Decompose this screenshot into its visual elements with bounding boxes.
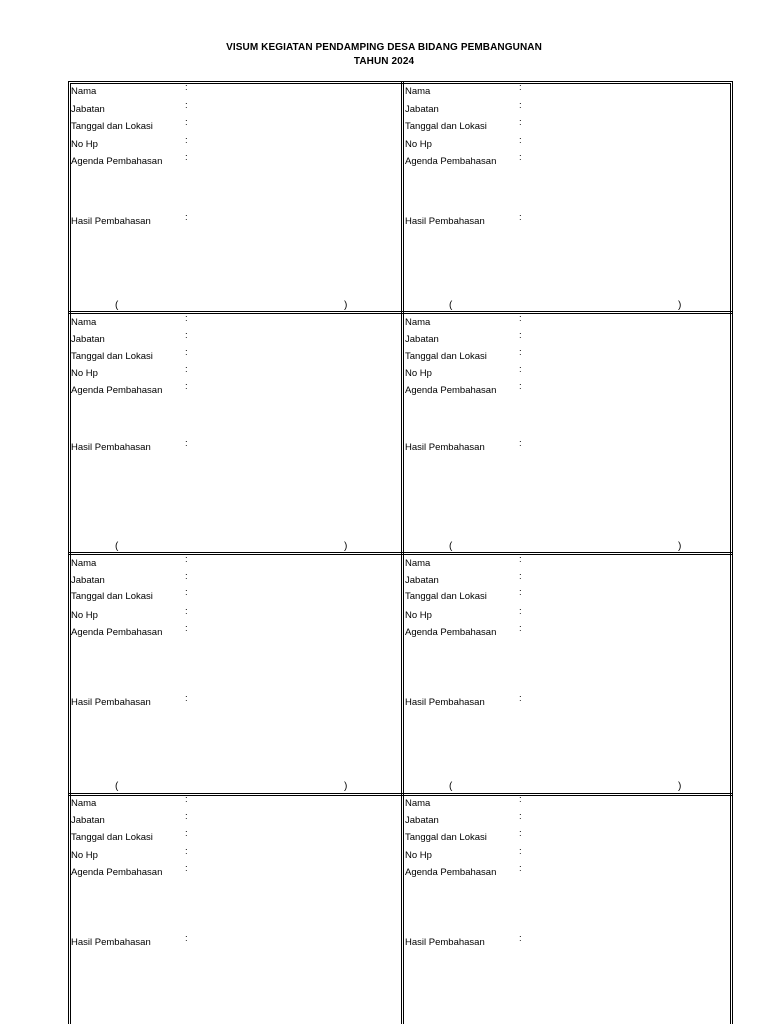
field-label-no-hp: No Hp xyxy=(71,368,98,379)
field-colon: : xyxy=(185,623,188,634)
field-colon: : xyxy=(519,117,522,128)
field-label-hasil: Hasil Pembahasan xyxy=(405,697,485,708)
field-label-jabatan: Jabatan xyxy=(71,104,105,115)
field-label-nama: Nama xyxy=(405,317,431,328)
field-colon: : xyxy=(519,828,522,839)
field-colon: : xyxy=(519,152,522,163)
field-colon: : xyxy=(185,381,188,392)
field-label-no-hp: No Hp xyxy=(405,139,432,150)
field-label-agenda: Agenda Pembahasan xyxy=(71,627,163,638)
field-colon: : xyxy=(519,212,522,223)
signature-close-paren: ) xyxy=(344,541,348,552)
field-label-no-hp: No Hp xyxy=(71,139,98,150)
signature-open-paren: ( xyxy=(115,781,119,792)
field-colon: : xyxy=(185,606,188,617)
field-label-nama: Nama xyxy=(405,558,431,569)
field-label-agenda: Agenda Pembahasan xyxy=(71,385,163,396)
field-label-nama: Nama xyxy=(405,798,431,809)
field-colon: : xyxy=(185,330,188,341)
field-colon: : xyxy=(185,100,188,111)
signature-open-paren: ( xyxy=(449,300,453,311)
field-colon: : xyxy=(185,693,188,704)
field-label-hasil: Hasil Pembahasan xyxy=(405,216,485,227)
field-colon: : xyxy=(185,554,188,565)
field-colon: : xyxy=(185,863,188,874)
field-label-hasil: Hasil Pembahasan xyxy=(71,937,151,948)
field-label-nama: Nama xyxy=(71,558,97,569)
field-label-hasil: Hasil Pembahasan xyxy=(71,697,151,708)
field-label-hasil: Hasil Pembahasan xyxy=(71,216,151,227)
field-colon: : xyxy=(185,152,188,163)
field-colon: : xyxy=(519,846,522,857)
signature-close-paren: ) xyxy=(678,300,682,311)
signature-open-paren: ( xyxy=(449,541,453,552)
field-colon: : xyxy=(185,571,188,582)
field-label-agenda: Agenda Pembahasan xyxy=(405,867,497,878)
field-label-jabatan: Jabatan xyxy=(71,575,105,586)
field-colon: : xyxy=(185,933,188,944)
field-label-tanggal-lokasi: Tanggal dan Lokasi xyxy=(405,121,487,132)
field-colon: : xyxy=(185,438,188,449)
field-colon: : xyxy=(519,313,522,324)
field-label-tanggal-lokasi: Tanggal dan Lokasi xyxy=(71,121,153,132)
signature-open-paren: ( xyxy=(449,781,453,792)
field-colon: : xyxy=(185,347,188,358)
signature-close-paren: ) xyxy=(344,300,348,311)
field-label-no-hp: No Hp xyxy=(405,610,432,621)
field-colon: : xyxy=(185,828,188,839)
field-label-jabatan: Jabatan xyxy=(71,334,105,345)
field-colon: : xyxy=(185,135,188,146)
field-colon: : xyxy=(185,811,188,822)
field-colon: : xyxy=(519,794,522,805)
field-colon: : xyxy=(519,135,522,146)
field-colon: : xyxy=(519,381,522,392)
field-label-hasil: Hasil Pembahasan xyxy=(405,442,485,453)
field-label-nama: Nama xyxy=(71,317,97,328)
field-colon: : xyxy=(519,364,522,375)
field-label-tanggal-lokasi: Tanggal dan Lokasi xyxy=(71,351,153,362)
signature-close-paren: ) xyxy=(678,781,682,792)
field-label-agenda: Agenda Pembahasan xyxy=(71,156,163,167)
title-line-1: VISUM KEGIATAN PENDAMPING DESA BIDANG PEMBANGUNAN xyxy=(226,42,542,53)
signature-open-paren: ( xyxy=(115,541,119,552)
field-colon: : xyxy=(185,313,188,324)
field-label-hasil: Hasil Pembahasan xyxy=(71,442,151,453)
field-colon: : xyxy=(519,606,522,617)
field-colon: : xyxy=(519,933,522,944)
field-label-agenda: Agenda Pembahasan xyxy=(405,385,497,396)
row-divider-3 xyxy=(68,793,733,796)
field-label-no-hp: No Hp xyxy=(71,850,98,861)
field-colon: : xyxy=(185,794,188,805)
field-label-no-hp: No Hp xyxy=(71,610,98,621)
field-label-jabatan: Jabatan xyxy=(405,104,439,115)
row-divider-1 xyxy=(68,311,733,314)
field-label-jabatan: Jabatan xyxy=(405,334,439,345)
field-colon: : xyxy=(519,82,522,93)
field-label-agenda: Agenda Pembahasan xyxy=(405,627,497,638)
field-label-tanggal-lokasi: Tanggal dan Lokasi xyxy=(71,591,153,602)
field-label-jabatan: Jabatan xyxy=(405,575,439,586)
field-label-nama: Nama xyxy=(71,798,97,809)
field-label-jabatan: Jabatan xyxy=(405,815,439,826)
field-label-tanggal-lokasi: Tanggal dan Lokasi xyxy=(405,351,487,362)
field-label-no-hp: No Hp xyxy=(405,850,432,861)
field-colon: : xyxy=(519,347,522,358)
field-colon: : xyxy=(185,212,188,223)
field-colon: : xyxy=(185,117,188,128)
field-label-no-hp: No Hp xyxy=(405,368,432,379)
field-label-hasil: Hasil Pembahasan xyxy=(405,937,485,948)
field-label-agenda: Agenda Pembahasan xyxy=(405,156,497,167)
field-colon: : xyxy=(519,693,522,704)
field-colon: : xyxy=(519,571,522,582)
signature-close-paren: ) xyxy=(344,781,348,792)
field-label-jabatan: Jabatan xyxy=(71,815,105,826)
field-label-agenda: Agenda Pembahasan xyxy=(71,867,163,878)
field-colon: : xyxy=(185,82,188,93)
field-label-nama: Nama xyxy=(71,86,97,97)
field-colon: : xyxy=(519,554,522,565)
field-colon: : xyxy=(519,863,522,874)
field-colon: : xyxy=(519,330,522,341)
signature-close-paren: ) xyxy=(678,541,682,552)
field-colon: : xyxy=(519,811,522,822)
field-colon: : xyxy=(519,623,522,634)
field-colon: : xyxy=(519,587,522,598)
field-label-nama: Nama xyxy=(405,86,431,97)
field-colon: : xyxy=(185,846,188,857)
field-colon: : xyxy=(519,438,522,449)
field-colon: : xyxy=(519,100,522,111)
signature-open-paren: ( xyxy=(115,300,119,311)
field-colon: : xyxy=(185,364,188,375)
field-label-tanggal-lokasi: Tanggal dan Lokasi xyxy=(405,591,487,602)
row-divider-2 xyxy=(68,552,733,555)
field-colon: : xyxy=(185,587,188,598)
field-label-tanggal-lokasi: Tanggal dan Lokasi xyxy=(405,832,487,843)
field-label-tanggal-lokasi: Tanggal dan Lokasi xyxy=(71,832,153,843)
title-line-2: TAHUN 2024 xyxy=(353,56,415,67)
